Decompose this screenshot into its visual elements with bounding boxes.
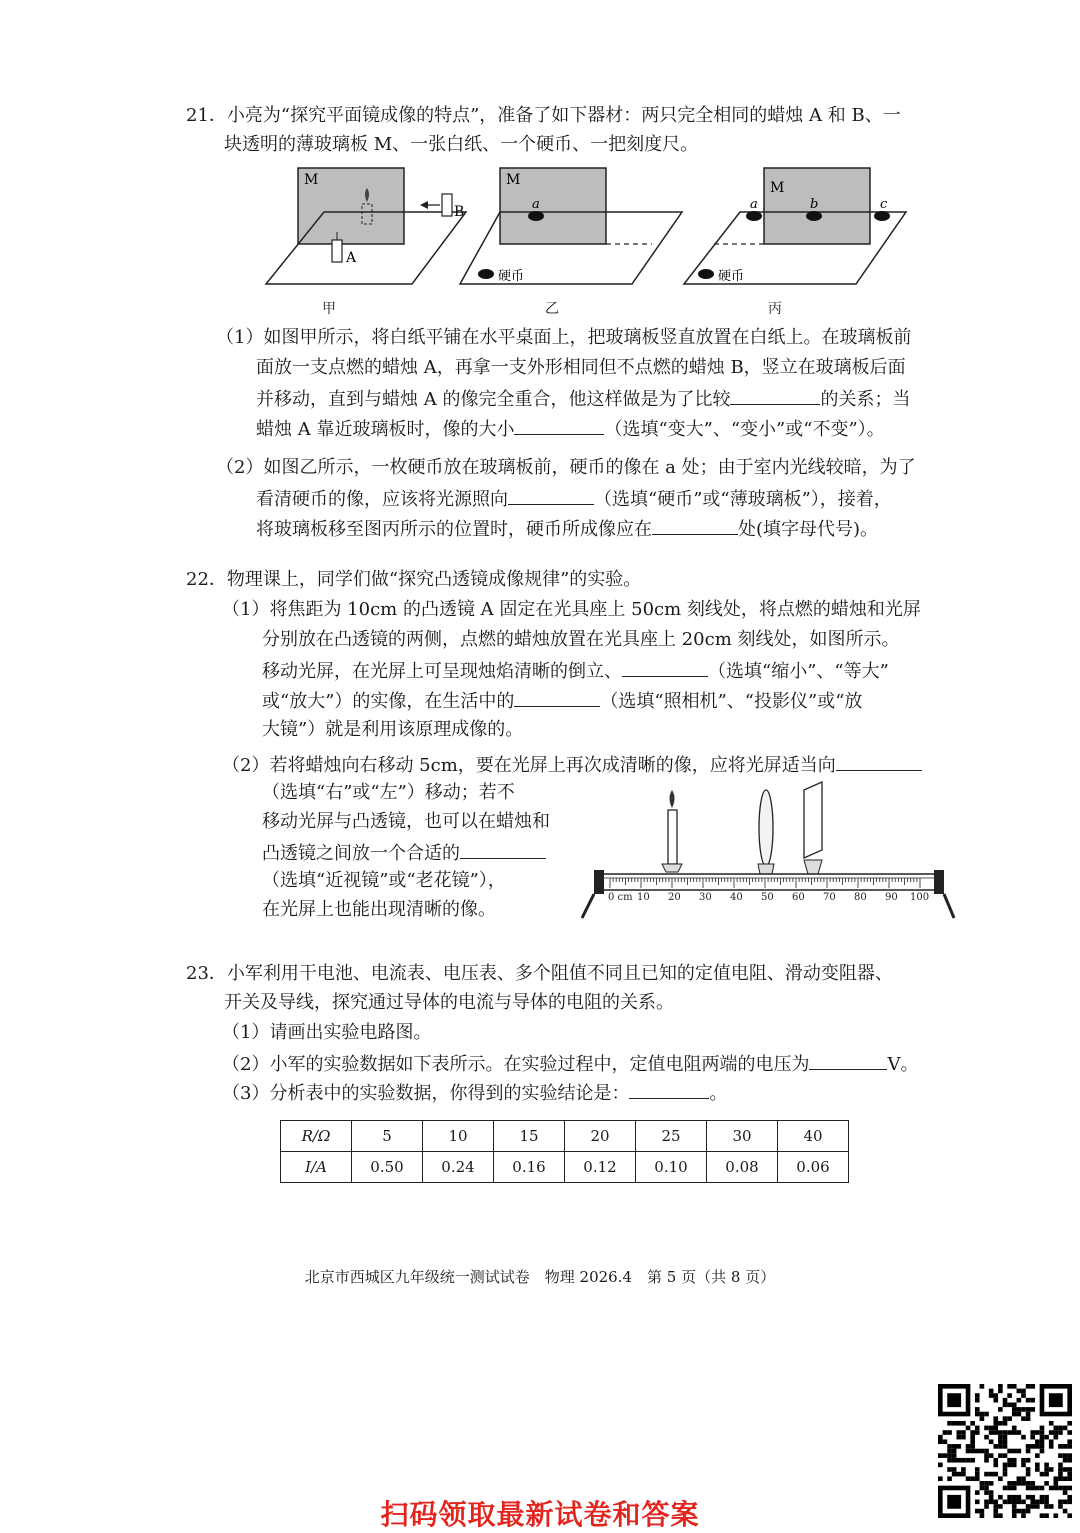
table-cell: 0.10 [636,1152,707,1183]
table-cell: 0.16 [494,1152,565,1183]
label-b-bing: b [810,197,819,212]
label-jia: 甲 [322,301,336,317]
label-M-yi: M [506,172,521,188]
label-yi: 乙 [545,301,559,317]
answer-blank-10[interactable] [629,1080,709,1099]
page-footer: 北京市西城区九年级统一测试试卷 物理 2026.4 第 5 页（共 8 页） [304,1268,776,1286]
promo-banner-text: 扫码领取最新试卷和答案 [380,1498,700,1531]
table-cell: 0.50 [352,1152,423,1183]
q22-p2-line4: 凸透镜之间放一个合适的 [262,840,546,866]
label-coin-bing: 硬币 [718,269,745,284]
optical-bench-figure [578,770,958,922]
table-cell: 20 [565,1121,636,1152]
q22-p2-line6: 在光屏上也能出现清晰的像。 [262,899,496,920]
q21-p2-line2: 看清硬币的像，应该将光源照向 （选填“硬币”或“薄玻璃板”），接着， [256,486,892,512]
label-A: A [346,250,357,266]
table-cell: 30 [707,1121,778,1152]
table-header-R: R/Ω [281,1121,352,1152]
q22-p1-line3: 移动光屏，在光屏上可呈现烛焰清晰的倒立、 （选填“缩小”、“等大” [262,658,889,684]
figure-bing [680,164,910,294]
q21-p1-line2: 面放一支点燃的蜡烛 A，再拿一支外形相同但不点燃的蜡烛 B，竖立在玻璃板后面 [256,357,906,378]
figure-jia [262,164,472,314]
ruler-tick-40: 40 [730,892,743,903]
q23-p2: （2）小军的实验数据如下表所示。在实验过程中，定值电阻两端的电压为 V。 [222,1051,918,1077]
table-cell: 25 [636,1121,707,1152]
table-row [281,1152,849,1183]
q21-p1-line1: （1）如图甲所示，将白纸平铺在水平桌面上，把玻璃板竖直放置在白纸上。在玻璃板前 [216,327,912,348]
q23-p1: （1）请画出实验电路图。 [222,1022,432,1043]
data-table [280,1120,849,1183]
q22-p2-line5: （选填“近视镜”或“老花镜”）， [262,870,506,891]
table-cell: 0.24 [423,1152,494,1183]
q22-p1-line1: （1）将焦距为 10cm 的凸透镜 A 固定在光具座上 50cm 刻线处，将点燃的蜡烛和光屏 [222,599,921,620]
q21-p1-line4: 蜡烛 A 靠近玻璃板时，像的大小 （选填“变大”、“变小”或“不变”）。 [256,416,885,442]
ruler-tick-30: 30 [699,892,712,903]
answer-blank-6[interactable] [514,688,600,707]
ruler-tick-90: 90 [885,892,898,903]
ruler-tick-70: 70 [823,892,836,903]
table-cell: 40 [778,1121,849,1152]
q21-stem-line1: 21．小亮为“探究平面镜成像的特点”，准备了如下器材：两只完全相同的蜡烛 A 和 B、一 [186,105,901,126]
answer-blank-2[interactable] [514,416,604,435]
table-cell: 10 [423,1121,494,1152]
ruler-tick-80: 80 [854,892,867,903]
q23-stem-line2: 开关及导线，探究通过导体的电流与导体的电阻的关系。 [224,992,674,1013]
q23-stem-line1: 23．小军利用干电池、电流表、电压表、多个阻值不同且已知的定值电阻、滑动变阻器、 [186,963,893,984]
ruler-tick-0: 0 cm [608,892,633,903]
ruler-tick-20: 20 [668,892,681,903]
ruler-tick-10: 10 [637,892,650,903]
table-header-I: I/A [281,1152,352,1183]
answer-blank-3[interactable] [508,486,594,505]
label-coin-yi: 硬币 [498,269,525,284]
label-a-yi: a [532,197,540,212]
q21-p1-line3: 并移动，直到与蜡烛 A 的像完全重合，他这样做是为了比较 的关系；当 [256,386,910,412]
table-cell: 0.12 [565,1152,636,1183]
label-M-bing: M [770,180,785,196]
q23-p3: （3）分析表中的实验数据，你得到的实验结论是： 。 [222,1080,727,1106]
table-cell: 0.08 [707,1152,778,1183]
table-cell: 15 [494,1121,565,1152]
answer-blank-4[interactable] [652,516,738,535]
q22-p2-line3: 移动光屏与凸透镜，也可以在蜡烛和 [262,811,550,832]
q21-p2-line1: （2）如图乙所示，一枚硬币放在玻璃板前，硬币的像在 a 处；由于室内光线较暗，为了 [216,457,916,478]
table-row [281,1121,849,1152]
answer-blank-8[interactable] [460,840,546,859]
q22-p2-line2: （选填“右”或“左”）移动；若不 [262,782,515,803]
table-cell: 5 [352,1121,423,1152]
q22-p2-line1: （2）若将蜡烛向右移动 5cm，要在光屏上再次成清晰的像，应将光屏适当向 [222,752,922,778]
label-B: B [454,204,465,220]
ruler-tick-100: 100 [910,892,930,903]
q21-stem-line2: 块透明的薄玻璃板 M、一张白纸、一个硬币、一把刻度尺。 [224,134,699,155]
label-a-bing: a [750,197,758,212]
q21-p2-line3: 将玻璃板移至图丙所示的位置时，硬币所成像应在 处(填字母代号)。 [256,516,878,542]
answer-blank-5[interactable] [622,658,708,677]
answer-blank-7[interactable] [836,752,922,771]
label-c-bing: c [880,197,888,212]
ruler-tick-60: 60 [792,892,805,903]
q22-p1-line4: 或“放大”）的实像，在生活中的 （选填“照相机”、“投影仪”或“放 [262,688,862,714]
answer-blank-1[interactable] [730,386,820,405]
q22-p1-line5: 大镜”）就是利用该原理成像的。 [262,719,524,740]
answer-blank-9[interactable] [809,1051,887,1070]
q22-p1-line2: 分别放在凸透镜的两侧，点燃的蜡烛放置在光具座上 20cm 刻线处，如图所示。 [262,629,900,650]
ruler-tick-50: 50 [761,892,774,903]
figure-yi [456,164,686,294]
table-cell: 0.06 [778,1152,849,1183]
q22-stem: 22．物理课上，同学们做“探究凸透镜成像规律”的实验。 [186,569,642,590]
label-M-jia: M [304,172,319,188]
label-bing: 丙 [768,301,782,317]
